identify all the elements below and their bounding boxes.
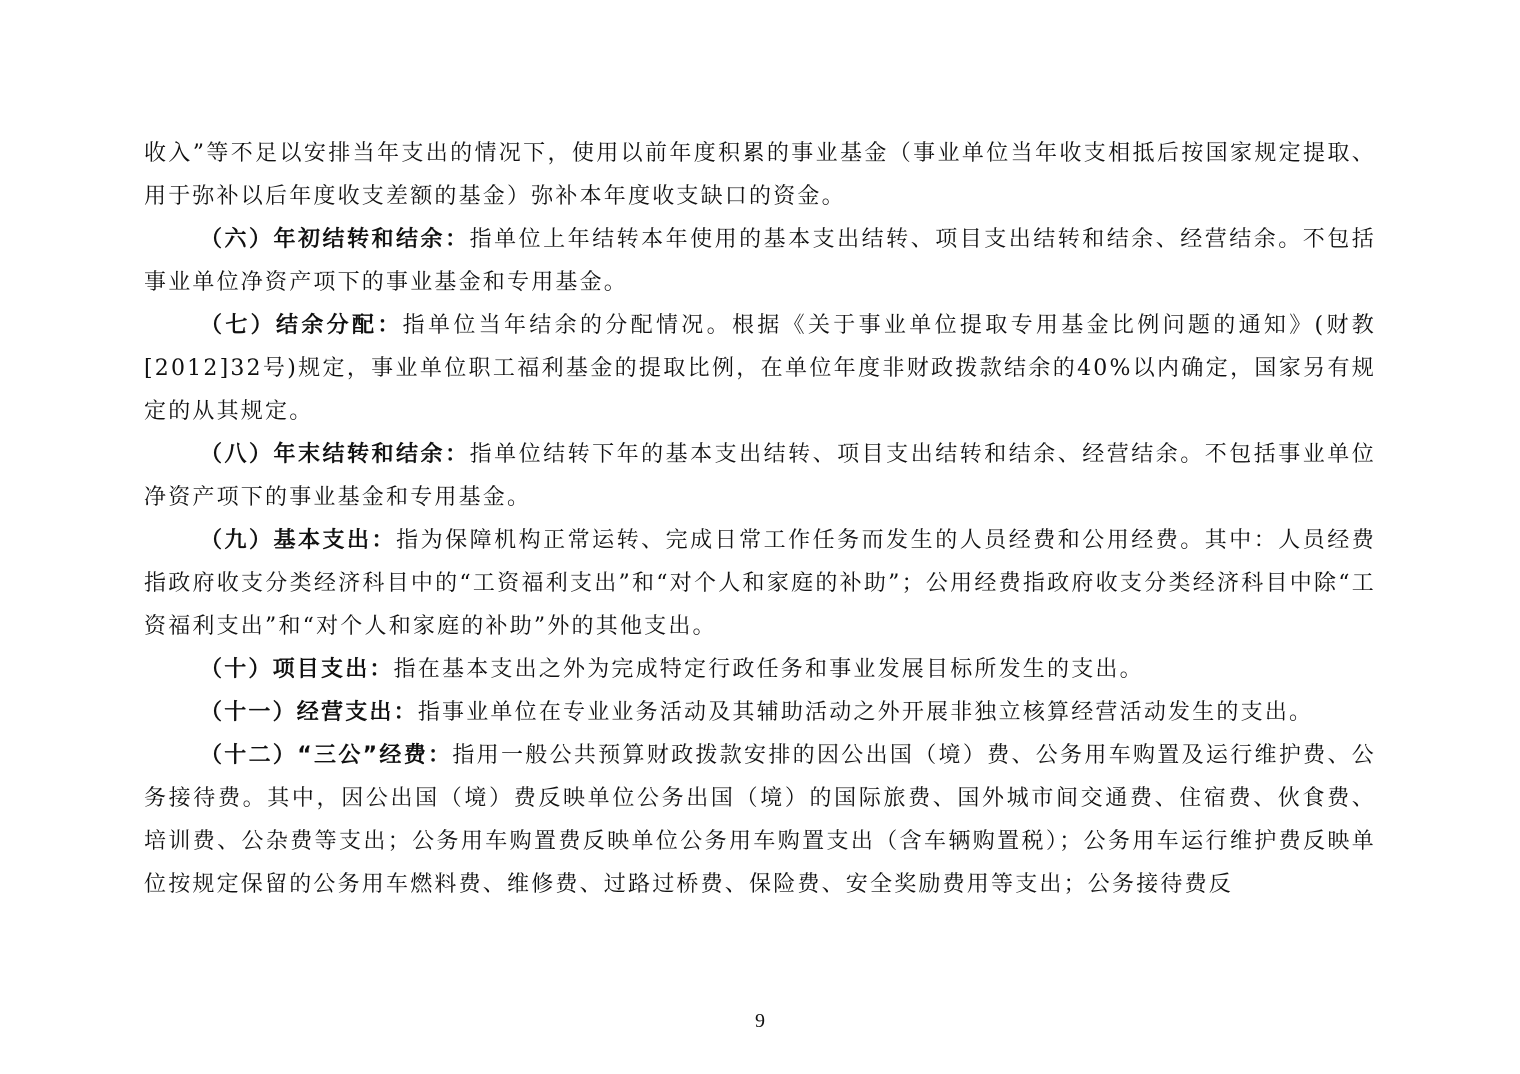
paragraph-surplus-distribution (144, 304, 1376, 433)
paragraph-year-end-balance (144, 433, 1376, 519)
term-heading: （八）年末结转和结余： (200, 442, 470, 467)
paragraph-text: 指用一般公共预算财政拨款安排的因公出国（境）费、公务用车购置及运行维护费、公务接待费。其中，因公出国（境）费反映单位公务出国（境）的国际旅费、国外城市间交通费、住宿费、伙食费、培训费、公杂费等支出；公务用车购置费反映单位公务用车购置支出（含车辆购置税）；公务用车运行维护费反映单位按规定保留的公务用车燃料费、维修费、过路过桥费、保险费、安全奖励费用等支出；公务接待费反 (144, 743, 1376, 897)
paragraph-continued (144, 132, 1376, 218)
term-heading: （六）年初结转和结余： (200, 227, 470, 252)
paragraph-text: 指为保障机构正常运转、完成日常工作任务而发生的人员经费和公用经费。其中：人员经费指政府收支分类经济科目中的“工资福利支出”和“对个人和家庭的补助”；公用经费指政府收支分类经济科目中除“工资福利支出”和“对个人和家庭的补助”外的其他支出。 (144, 528, 1376, 639)
paragraph-basic-expenditure (144, 519, 1376, 648)
paragraph-three-public-expenses (144, 734, 1376, 906)
paragraph-operating-expenditure (144, 691, 1376, 734)
term-heading: （十二）“三公”经费： (200, 743, 453, 768)
term-heading: （十一）经营支出： (200, 700, 418, 725)
term-heading: （七）结余分配： (200, 313, 403, 338)
paragraph-text: 指单位结转下年的基本支出结转、项目支出结转和结余、经营结余。不包括事业单位净资产项下的事业基金和专用基金。 (144, 442, 1377, 510)
term-heading: （十）项目支出： (200, 657, 394, 682)
term-heading: （九）基本支出： (200, 528, 397, 553)
document-body (144, 132, 1376, 906)
paragraph-year-start-balance (144, 218, 1376, 304)
page-number: 9 (755, 1010, 765, 1032)
paragraph-text: 指事业单位在专业业务活动及其辅助活动之外开展非独立核算经营活动发生的支出。 (417, 700, 1314, 725)
paragraph-text: 收入”等不足以安排当年支出的情况下，使用以前年度积累的事业基金（事业单位当年收支相抵后按国家规定提取、用于弥补以后年度收支差额的基金）弥补本年度收支缺口的资金。 (144, 141, 1376, 209)
paragraph-text: 指单位当年结余的分配情况。根据《关于事业单位提取专用基金比例问题的通知》(财教[2012]32号)规定，事业单位职工福利基金的提取比例，在单位年度非财政拨款结余的40%以内确定，国家另有规定的从其规定。 (144, 313, 1376, 424)
paragraph-text: 指单位上年结转本年使用的基本支出结转、项目支出结转和结余、经营结余。不包括事业单位净资产项下的事业基金和专用基金。 (144, 227, 1377, 295)
paragraph-project-expenditure (144, 648, 1376, 691)
paragraph-text: 指在基本支出之外为完成特定行政任务和事业发展目标所发生的支出。 (393, 657, 1144, 682)
